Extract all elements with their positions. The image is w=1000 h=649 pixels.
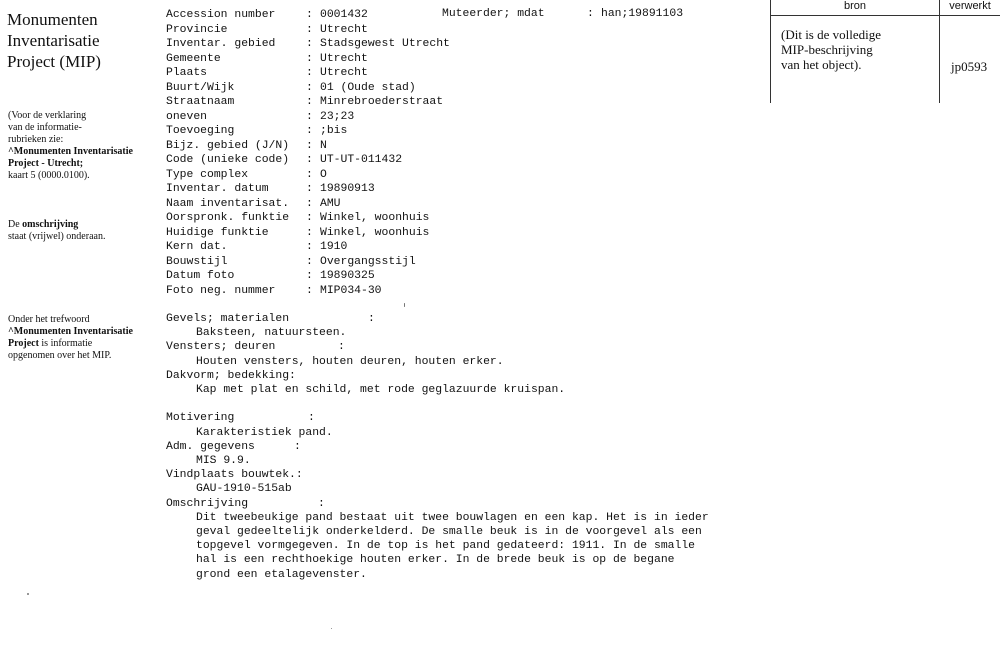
section-gap	[166, 397, 709, 411]
section-heading-row	[166, 312, 709, 326]
field-label: Inventar. gebied	[166, 38, 276, 50]
note-keyword: Project - Utrecht;	[8, 158, 84, 169]
field-value: 19890325	[320, 270, 375, 282]
section-heading-row	[166, 340, 709, 354]
field-colon: :	[306, 168, 313, 181]
table-header-bron: bron	[843, 0, 867, 12]
field-colon: :	[306, 212, 313, 224]
note-line: rubrieken zie:	[8, 134, 64, 145]
note-keyword: ^Monumenten Inventarisatie	[8, 326, 133, 337]
section-heading-row	[166, 440, 709, 454]
field-value: O	[320, 168, 327, 181]
description-section	[166, 312, 709, 340]
field-colon: :	[306, 183, 313, 195]
field-label: Huidige funktie	[166, 226, 269, 239]
note-description-location	[8, 219, 163, 243]
bron-line: van het object).	[781, 57, 862, 72]
section-text-line: hal is een rechthoekige houten erker. In de brede beuk is op de begane	[196, 554, 675, 567]
field-label: Plaats	[166, 67, 208, 79]
note-line: kaart 5 (0000.0100).	[8, 170, 90, 181]
section-colon: :	[318, 497, 325, 510]
field-colon: :	[306, 125, 313, 137]
section-text-line: Dit tweebeukige pand bestaat uit twee bouwlagen en een kap. Het is in ieder	[196, 511, 709, 524]
field-colon: :	[306, 67, 313, 79]
section-text-line: MIS 9.9.	[196, 454, 251, 467]
field-colon: :	[306, 52, 313, 65]
section-colon: :	[295, 469, 303, 482]
note-explanation	[8, 110, 163, 182]
field-colon: :	[306, 23, 313, 36]
field-label: Oorspronk. funktie	[166, 212, 290, 224]
title-line: Monumenten	[7, 10, 98, 29]
section-colon: :	[289, 369, 296, 382]
section-heading: Adm. gegevens	[166, 440, 255, 453]
field-value: 01 (Oude stad)	[320, 81, 416, 94]
note-line: (Voor de verklaring	[8, 110, 87, 121]
field-colon: :	[306, 38, 313, 50]
section-heading-row	[166, 369, 709, 383]
field-value: MIP034-30	[320, 284, 382, 297]
field-label: Gemeente	[166, 52, 221, 65]
note-line: Onder het trefwoord	[8, 314, 90, 325]
section-colon: :	[338, 341, 345, 354]
field-value: Utrecht	[320, 23, 368, 36]
field-value: Minrebroederstraat	[320, 96, 444, 108]
field-label: Straatnaam	[166, 96, 235, 108]
field-label: Type complex	[166, 168, 249, 181]
field-value: AMU	[320, 197, 341, 210]
field-value: ;bis	[320, 125, 348, 137]
field-colon: :	[306, 284, 313, 297]
section-text-line: geval gedeeltelijk onderkelderd. De smalle beuk is in de voorgevel als een	[196, 525, 702, 538]
table-header-divider	[770, 15, 1000, 16]
field-value: 0001432	[320, 9, 368, 21]
archive-title	[7, 9, 157, 72]
field-value: Utrecht	[320, 52, 368, 65]
description-section	[166, 340, 709, 368]
mutatie-colon: :	[587, 8, 594, 20]
section-text-line: Kap met plat en schild, met rode geglazuurde kruispan.	[196, 383, 566, 396]
field-value: Winkel, woonhuis	[320, 212, 430, 224]
scan-speck	[331, 628, 332, 629]
description-section	[166, 468, 709, 496]
field-value: Winkel, woonhuis	[320, 226, 430, 239]
section-text-line: topgevel vormgegeven. In de top is het pand gedateerd: 1911. In de smalle	[196, 540, 695, 553]
section-heading: Vensters; deuren	[166, 341, 276, 354]
field-colon: :	[306, 197, 313, 210]
field-label: Kern dat.	[166, 241, 228, 253]
section-text-line: GAU-1910-515ab	[196, 483, 292, 496]
field-label: Provincie	[166, 23, 228, 36]
field-colon: :	[306, 154, 313, 166]
section-text-line: Karakteristiek pand.	[196, 426, 333, 439]
field-label: Foto neg. nummer	[166, 284, 276, 297]
scan-speck	[404, 303, 405, 307]
field-value: 19890913	[320, 183, 375, 195]
section-heading: Vindplaats bouwtek.	[166, 469, 296, 482]
field-value: 1910	[320, 241, 348, 253]
field-value: UT-UT-011432	[320, 154, 403, 166]
title-line: Inventarisatie	[7, 31, 100, 50]
field-label: Naam inventarisat.	[166, 197, 290, 210]
bron-line: MIP-beschrijving	[781, 42, 873, 57]
title-line: Project (MIP)	[7, 52, 101, 71]
description-section	[166, 440, 709, 468]
field-colon: :	[306, 255, 313, 268]
section-text-line: Houten vensters, houten deuren, houten erker.	[196, 355, 504, 368]
field-value: Utrecht	[320, 67, 368, 79]
field-value: Overgangsstijl	[320, 255, 416, 268]
field-value: N	[320, 139, 327, 152]
field-colon: :	[306, 9, 313, 21]
section-text-line: grond een etalagevenster.	[196, 568, 367, 581]
field-label: Accession number	[166, 9, 276, 21]
note-line: staat (vrijwel) onderaan.	[8, 231, 106, 242]
section-heading: Dakvorm; bedekking	[166, 369, 290, 382]
field-colon: :	[306, 110, 313, 123]
field-label: Bijz. gebied (J/N)	[166, 139, 290, 152]
field-label: Toevoeging	[166, 125, 235, 137]
section-heading-row	[166, 468, 709, 482]
description-section	[166, 369, 709, 397]
note-keyword: Project	[8, 338, 39, 349]
section-colon: :	[308, 412, 315, 425]
section-colon: :	[368, 313, 375, 325]
section-heading: Omschrijving	[166, 497, 249, 510]
section-text-line: Baksteen, natuursteen.	[196, 327, 347, 340]
note-keyword-reference	[8, 314, 163, 362]
description-section	[166, 497, 709, 582]
field-colon: :	[306, 96, 313, 108]
section-heading-row	[166, 411, 709, 425]
field-colon: :	[306, 241, 313, 253]
note-text: De	[8, 219, 23, 230]
note-line: opgenomen over het MIP.	[8, 350, 112, 361]
section-heading: Motivering	[166, 412, 235, 425]
record-description	[166, 312, 709, 582]
scan-speck	[27, 593, 29, 595]
table-cell-verwerkt: jp0593	[951, 59, 988, 74]
section-heading: Gevels; materialen	[166, 313, 290, 325]
field-colon: :	[306, 139, 313, 152]
field-value: 23;23	[320, 110, 355, 123]
field-value: Stadsgewest Utrecht	[320, 38, 450, 50]
note-line: van de informatie-	[8, 122, 82, 133]
field-label: Bouwstijl	[166, 255, 228, 268]
section-colon: :	[294, 440, 301, 453]
table-cell-bron	[781, 27, 931, 72]
mutatie-label: Muteerder; mdat	[442, 8, 545, 20]
field-label: oneven	[166, 110, 208, 123]
section-heading-row	[166, 497, 709, 511]
field-colon: :	[306, 81, 313, 94]
field-label: Buurt/Wijk	[166, 81, 235, 94]
field-label: Inventar. datum	[166, 183, 269, 195]
note-keyword: ^Monumenten Inventarisatie	[8, 146, 133, 157]
field-colon: :	[306, 226, 313, 239]
mutatie-value: han;19891103	[601, 8, 684, 20]
note-text: is informatie	[38, 338, 93, 349]
field-label: Datum foto	[166, 270, 235, 282]
field-label: Code (unieke code)	[166, 154, 290, 166]
bron-line: (Dit is de volledige	[781, 27, 882, 42]
table-header-verwerkt: verwerkt	[949, 0, 991, 12]
field-colon: :	[306, 270, 313, 282]
description-section	[166, 411, 709, 439]
note-keyword: omschrijving	[22, 219, 79, 230]
